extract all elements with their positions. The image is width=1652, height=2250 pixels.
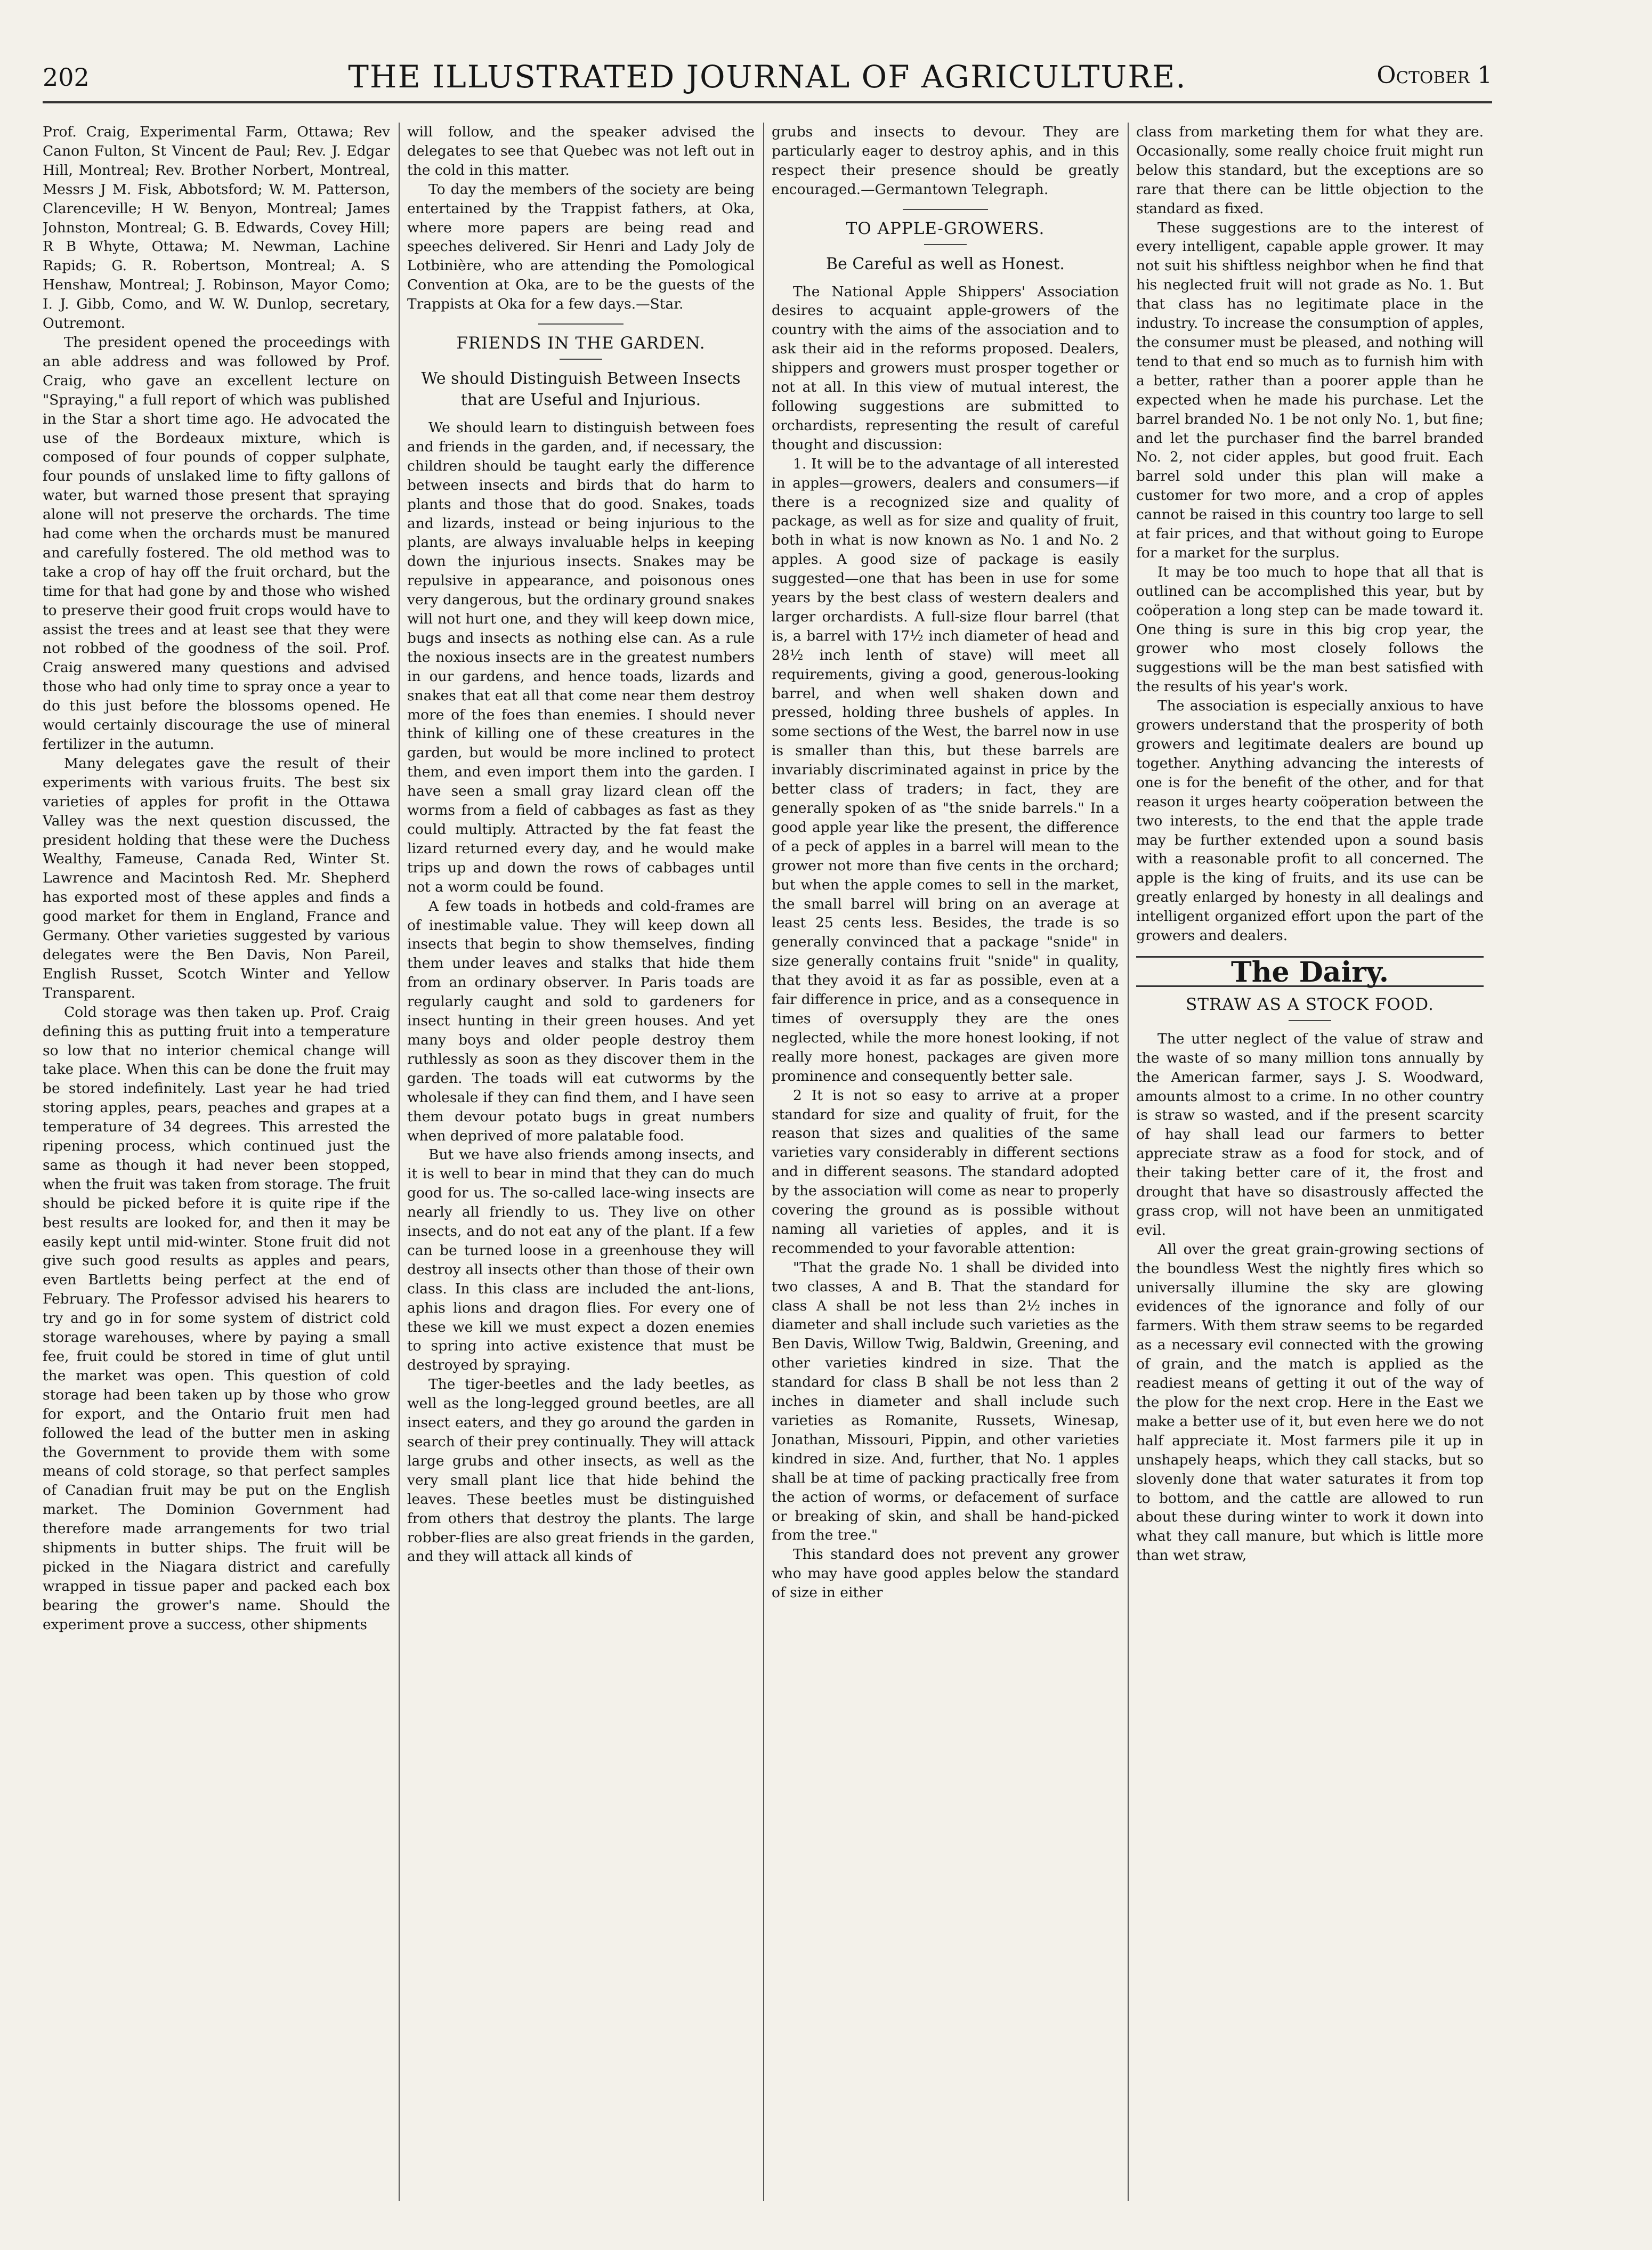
article-subheading: Be Careful as well as Honest.	[826, 254, 1065, 273]
paragraph: grubs and insects to devour. They are particularly eager to destroy aphis, and in this respect their presence should be greatly encouraged.—Germantown Telegraph.	[772, 124, 1119, 198]
column-1	[43, 123, 390, 2201]
article-heading: STRAW AS A STOCK FOOD.	[1186, 994, 1434, 1014]
paragraph: The president opened the proceedings with an able address and was followed by Prof. Craig, who gave an excellent lecture on "Spraying," a full report of which was published in the Star a short time ago. He advocated the use of the Bordeaux mixture, which is composed of four pounds of copper sulphate, four pounds of unslaked lime to fifty gallons of water, but warned those present that spraying alone will not preserve the orchards. The time had come when the orchards must be manured and carefully fostered. The old method was to take a crop of hay off the fruit orchard, but the time for that had gone by and those who wished to preserve their good fruit crops would have to assist the trees and at least see that they were not robbed of the goodness of the soil. Prof. Craig answered many questions and advised those who had only time to spray once a year to do this just before the blossoms opened. He would certainly discourage the use of mineral fertilizer in the autumn.	[43, 334, 390, 752]
paragraph: class from marketing them for what they are. Occasionally, some really choice fruit might run below this standard, but the exceptions are so rare that there can be little objection to the standard as fixed.	[1136, 124, 1484, 217]
section-title: The Dairy.	[1231, 956, 1389, 989]
divider	[924, 244, 967, 245]
article-heading: TO APPLE-GROWERS.	[846, 218, 1045, 238]
paragraph: The National Apple Shippers' Association desires to acquaint apple-growers of the country with the aims of the association and to ask their aid in the reforms proposed. Dealers, shippers and growers must prosper together or not at all. In this view of mutual interest, the following suggestions are submitted to orchardists, representing the result of careful thought and discussion:	[772, 283, 1119, 453]
paragraph: 1. It will be to the advantage of all interested in apples—growers, dealers and consumers—if there is a recognized size and quality of package, as well as for size and quality of fruit, both in what is now known as No. 1 and No. 2 apples. A good size of package is easily suggested—one that has been in use for some years by the best class of western dealers and larger orchardists. A full-size flour barrel (that is, a barrel with 17½ inch diameter of head and 28½ inch lenth of stave) will meet all requirements, giving a good, generous-looking barrel, and when well shaken down and pressed, holding three bushels of apples. In some sections of the West, the barrel now in use is smaller than this, but these barrels are invariably discriminated against in price by the better class of traders; in fact, they are generally spoken of as "the snide barrels." In a good apple year like the present, the difference of a peck of apples in a barrel will mean to the grower not more than five cents in the orchard; but when the apple comes to sell in the market, the small barrel will bring on an average at least 25 cents less. Besides, the trade is so generally convinced that a package "snide" in size generally contains fruit "snide" in quality, that they avoid it as far as possible, even at a fair difference in price, and as a consequence in times of oversupply they are the ones neglected, while the more honest looking, if not really more honest, packages are given more prominence and consequently better sale.	[772, 455, 1119, 1084]
divider	[1289, 1020, 1331, 1021]
paragraph: Many delegates gave the result of their experiments with various fruits. The best six varieties of apples for profit in the Ottawa Valley was the next question discussed, the president holding that these were the Duchess Wealthy, Fameuse, Canada Red, Winter St. Lawrence and Macintosh Red. Mr. Shepherd has exported most of these apples and finds a good market for them in England, France and Germany. Other varieties suggested by various delegates were the Ben Davis, Non Pareil, English Russet, Scotch Winter and Yellow Transparent.	[43, 755, 390, 1001]
issue-date: October 1	[1376, 62, 1492, 89]
article-subheading: We should Distinguish Between Insects that are Useful and Injurious.	[421, 369, 741, 409]
column-rule	[1128, 123, 1129, 2201]
article-heading: FRIENDS IN THE GARDEN.	[456, 334, 706, 353]
paragraph: 2 It is not so easy to arrive at a proper standard for size and quality of fruit, for the reason that sizes and qualities of the same varieties vary considerably in different sections and in different seasons. The standard adopted by the association will come as near to properly covering the ground as is possible without naming all varieties of apples, and it is recommended to your favorable attention:	[772, 1087, 1119, 1257]
column-3	[772, 123, 1119, 2201]
paragraph: This standard does not prevent any grower who may have good apples below the standard of size in either	[772, 1546, 1119, 1601]
paragraph: The association is especially anxious to have growers understand that the prosperity of both growers and legitimate dealers are bound up together. Anything advancing the interests of one is for the benefit of the other, and for that reason it urges hearty coöperation between the two interests, to the end that the apple trade may be further extended upon a sound basis with a reasonable profit to all concerned. The apple is the king of fruits, and its use can be greatly enlarged by honesty in all dealings and intelligent organized effort upon the part of the growers and dealers.	[1136, 698, 1484, 944]
journal-title: THE ILLUSTRATED JOURNAL OF AGRICULTURE.	[348, 59, 1187, 95]
paragraph: The utter neglect of the value of straw and the waste of so many million tons annually by the American farmer, says J. S. Woodward, amounts almost to a crime. In no other country is straw so wasted, and if the present scarcity of hay shall lead our farmers to better appreciate straw as a food for stock, and of their taking better care of it, the frost and drought that have so disastrously affected the grass crop, will not have been an unmitigated evil.	[1136, 1030, 1484, 1239]
section-banner	[1136, 956, 1484, 987]
paragraph: These suggestions are to the interest of every intelligent, capable apple grower. It may not suit his shiftless neighbor when he find that his neglected fruit will not grade as No. 1. But that class has no legitimate place in the industry. To increase the consumption of apples, the consumer must be pleased, and nothing will tend to that end so much as to furnish him with a better, rather than a poorer apple than he expected when he made his purchase. Let the barrel branded No. 1 be not only No. 1, but fine; and let the purchaser find the barrel branded No. 2, not cider apples, but good fruit. Each barrel sold under this plan will make a customer for two more, and a crop of apples cannot be raised in this country too large to sell at fair prices, and that without going to Europe for a market for the surplus.	[1136, 219, 1484, 561]
paragraph: To day the members of the society are being entertained by the Trappist fathers, at Oka, where more papers are being read and speeches delivered. Sir Henri and Lady Joly de Lotbinière, who are attending the Pomological Convention at Oka, are to be the guests of the Trappists at Oka for a few days.—Star.	[407, 181, 755, 313]
paragraph: "That the grade No. 1 shall be divided into two classes, A and B. That the standard for class A shall be not less than 2½ inches in diameter and shall include such varieties as the Ben Davis, Willow Twig, Baldwin, Greening, and other varieties kindred in size. That the standard for class B shall be not less than 2 inches in diameter and shall include such varieties as Romanite, Russets, Winesap, Jonathan, Missouri, Pippin, and other varieties kindred in size. And, further, that No. 1 apples shall be at time of packing practically free from the action of worms, or defacement of surface or breaking of skin, and shall be hand-picked from the tree."	[772, 1259, 1119, 1544]
column-2	[407, 123, 755, 2201]
paragraph: We should learn to distinguish between foes and friends in the garden, and, if necessary, the children should be taught early the difference between insects and birds that do harm to plants and those that do good. Snakes, toads and lizards, instead or being injurious to the plants, are always invaluable helps in keeping down the injurious insects. Snakes may be repulsive in appearance, and poisonous ones very dangerous, but the ordinary ground snakes will not hurt one, and they will keep down mice, bugs and insects as nothing else can. As a rule the noxious insects are in the greatest numbers in our gardens, and hence toads, lizards and snakes that eat all that come near them destroy more of the foes than enemies. I should never think of killing one of these creatures in the garden, but would be more inclined to protect them, and even import them into the garden. I have seen a small gray lizard clean off the worms from a field of cabbages as fast as they could multiply. Attracted by the fat feast the lizard returned every day, and he would make trips up and down the rows of cabbages until not a worm could be found.	[407, 419, 755, 895]
paragraph: The tiger-beetles and the lady beetles, as well as the long-legged ground beetles, are all insect eaters, and they go around the garden in search of their prey continually. They will attack large grubs and other insects, as well as the very small plant lice that hide behind the leaves. These beetles must be distinguished from others that destroy the plants. The large robber-flies are also great friends in the garden, and they will attack all kinds of	[407, 1376, 755, 1565]
divider	[903, 209, 988, 210]
paragraph: But we have also friends among insects, and it is well to bear in mind that they can do much good for us. The so-called lace-wing insects are nearly all friendly to us. They live on other insects, and do not eat any of the plant. If a few can be turned loose in a greenhouse they will destroy all insects other than those of their own class. In this class are included the ant-lions, aphis lions and dragon flies. For every one of these we kill we must expect a dozen enemies to spring into active existence that must be destroyed by spraying.	[407, 1146, 755, 1374]
column-4	[1136, 123, 1484, 2201]
paragraph: All over the great grain-growing sections of the boundless West the nightly fires which so universally illumine the sky are glowing evidences of the ignorance and folly of our farmers. With them straw seems to be regarded as a necessary evil connected with the growing of grain, and the match is applied as the readiest means of getting it out of the way of the plow for the next crop. Here in the East we make a better use of it, but even here we do not half appreciate it. Most farmers pile it up in unshapely heaps, which they call stacks, but so slovenly done that water saturates it from top to bottom, and the cattle are allowed to run about these during winter to work it down into what they call manure, but which is little more than wet straw,	[1136, 1241, 1484, 1564]
page-number: 202	[43, 63, 90, 92]
paragraph: Prof. Craig, Experimental Farm, Ottawa; Rev Canon Fulton, St Vincent de Paul; Rev. J. Edgar Hill, Montreal; Rev. Brother Norbert, Montreal, Messrs J M. Fisk, Abbotsford; W. M. Patterson, Clarenceville; H W. Benyon, Montreal; James Johnston, Montreal; G. B. Edwards, Covey Hill; R B Whyte, Ottawa; M. Newman, Lachine Rapids; G. R. Robertson, Montreal; A. S Henshaw, Montreal; J. Robinson, Mayor Como; I. J. Gibb, Como, and W. W. Dunlop, secretary, Outremont.	[43, 124, 390, 332]
divider	[538, 323, 623, 325]
column-rule	[763, 123, 764, 2201]
paragraph: Cold storage was then taken up. Prof. Craig defining this as putting fruit into a temperature so low that no interior chemical change will take place. When this can be done the fruit may be stored indefinitely. Last year he had tried storing apples, pears, peaches and grapes at a temperature of 34 degrees. This arrested the ripening process, which continued just the same as though it had never been stopped, when the fruit was taken from storage. The fruit should be picked before it is quite ripe if the best results are looked for, and then it may be easily kept until mid-winter. Stone fruit did not give such good results as apples and pears, even Bartletts being perfect at the end of February. The Professor advised his hearers to try and go in for some system of district cold storage warehouses, where by paying a small fee, fruit could be stored in time of glut until the market was open. This question of cold storage had been taken up by those who grow for export, and the Ontario fruit men had followed the lead of the butter men in asking the Government to provide them with some means of cold storage, so that perfect samples of Canadian fruit may be put on the English market. The Dominion Government had therefore made arrangements for two trial shipments in butter ships. The fruit will be picked in the Niagara district and carefully wrapped in tissue paper and packed each box bearing the grower's name. Should the experiment prove a success, other shipments	[43, 1003, 390, 1633]
divider	[560, 359, 602, 360]
column-rule	[399, 123, 400, 2201]
paragraph: It may be too much to hope that all that is outlined can be accomplished this year, but by coöperation a long step can be made toward it. One thing is sure in this big crop year, the grower who most closely follows the suggestions will be the man best satisfied with the results of his year's work.	[1136, 563, 1484, 695]
paragraph: will follow, and the speaker advised the delegates to see that Quebec was not left out in the cold in this matter.	[407, 124, 755, 179]
paragraph: A few toads in hotbeds and cold-frames are of inestimable value. They will keep down all insects that begin to show themselves, finding them under leaves and stalks that hide them from an ordinary observer. In Paris toads are regularly caught and sold to gardeners for insect hunting in their green houses. And yet many boys and older people destroy them ruthlessly as soon as they discover them in the garden. The toads will eat cutworms by the wholesale if they can find them, and I have seen them devour potato bugs in great numbers when deprived of more palatable food.	[407, 897, 755, 1144]
page-header	[43, 59, 1492, 103]
